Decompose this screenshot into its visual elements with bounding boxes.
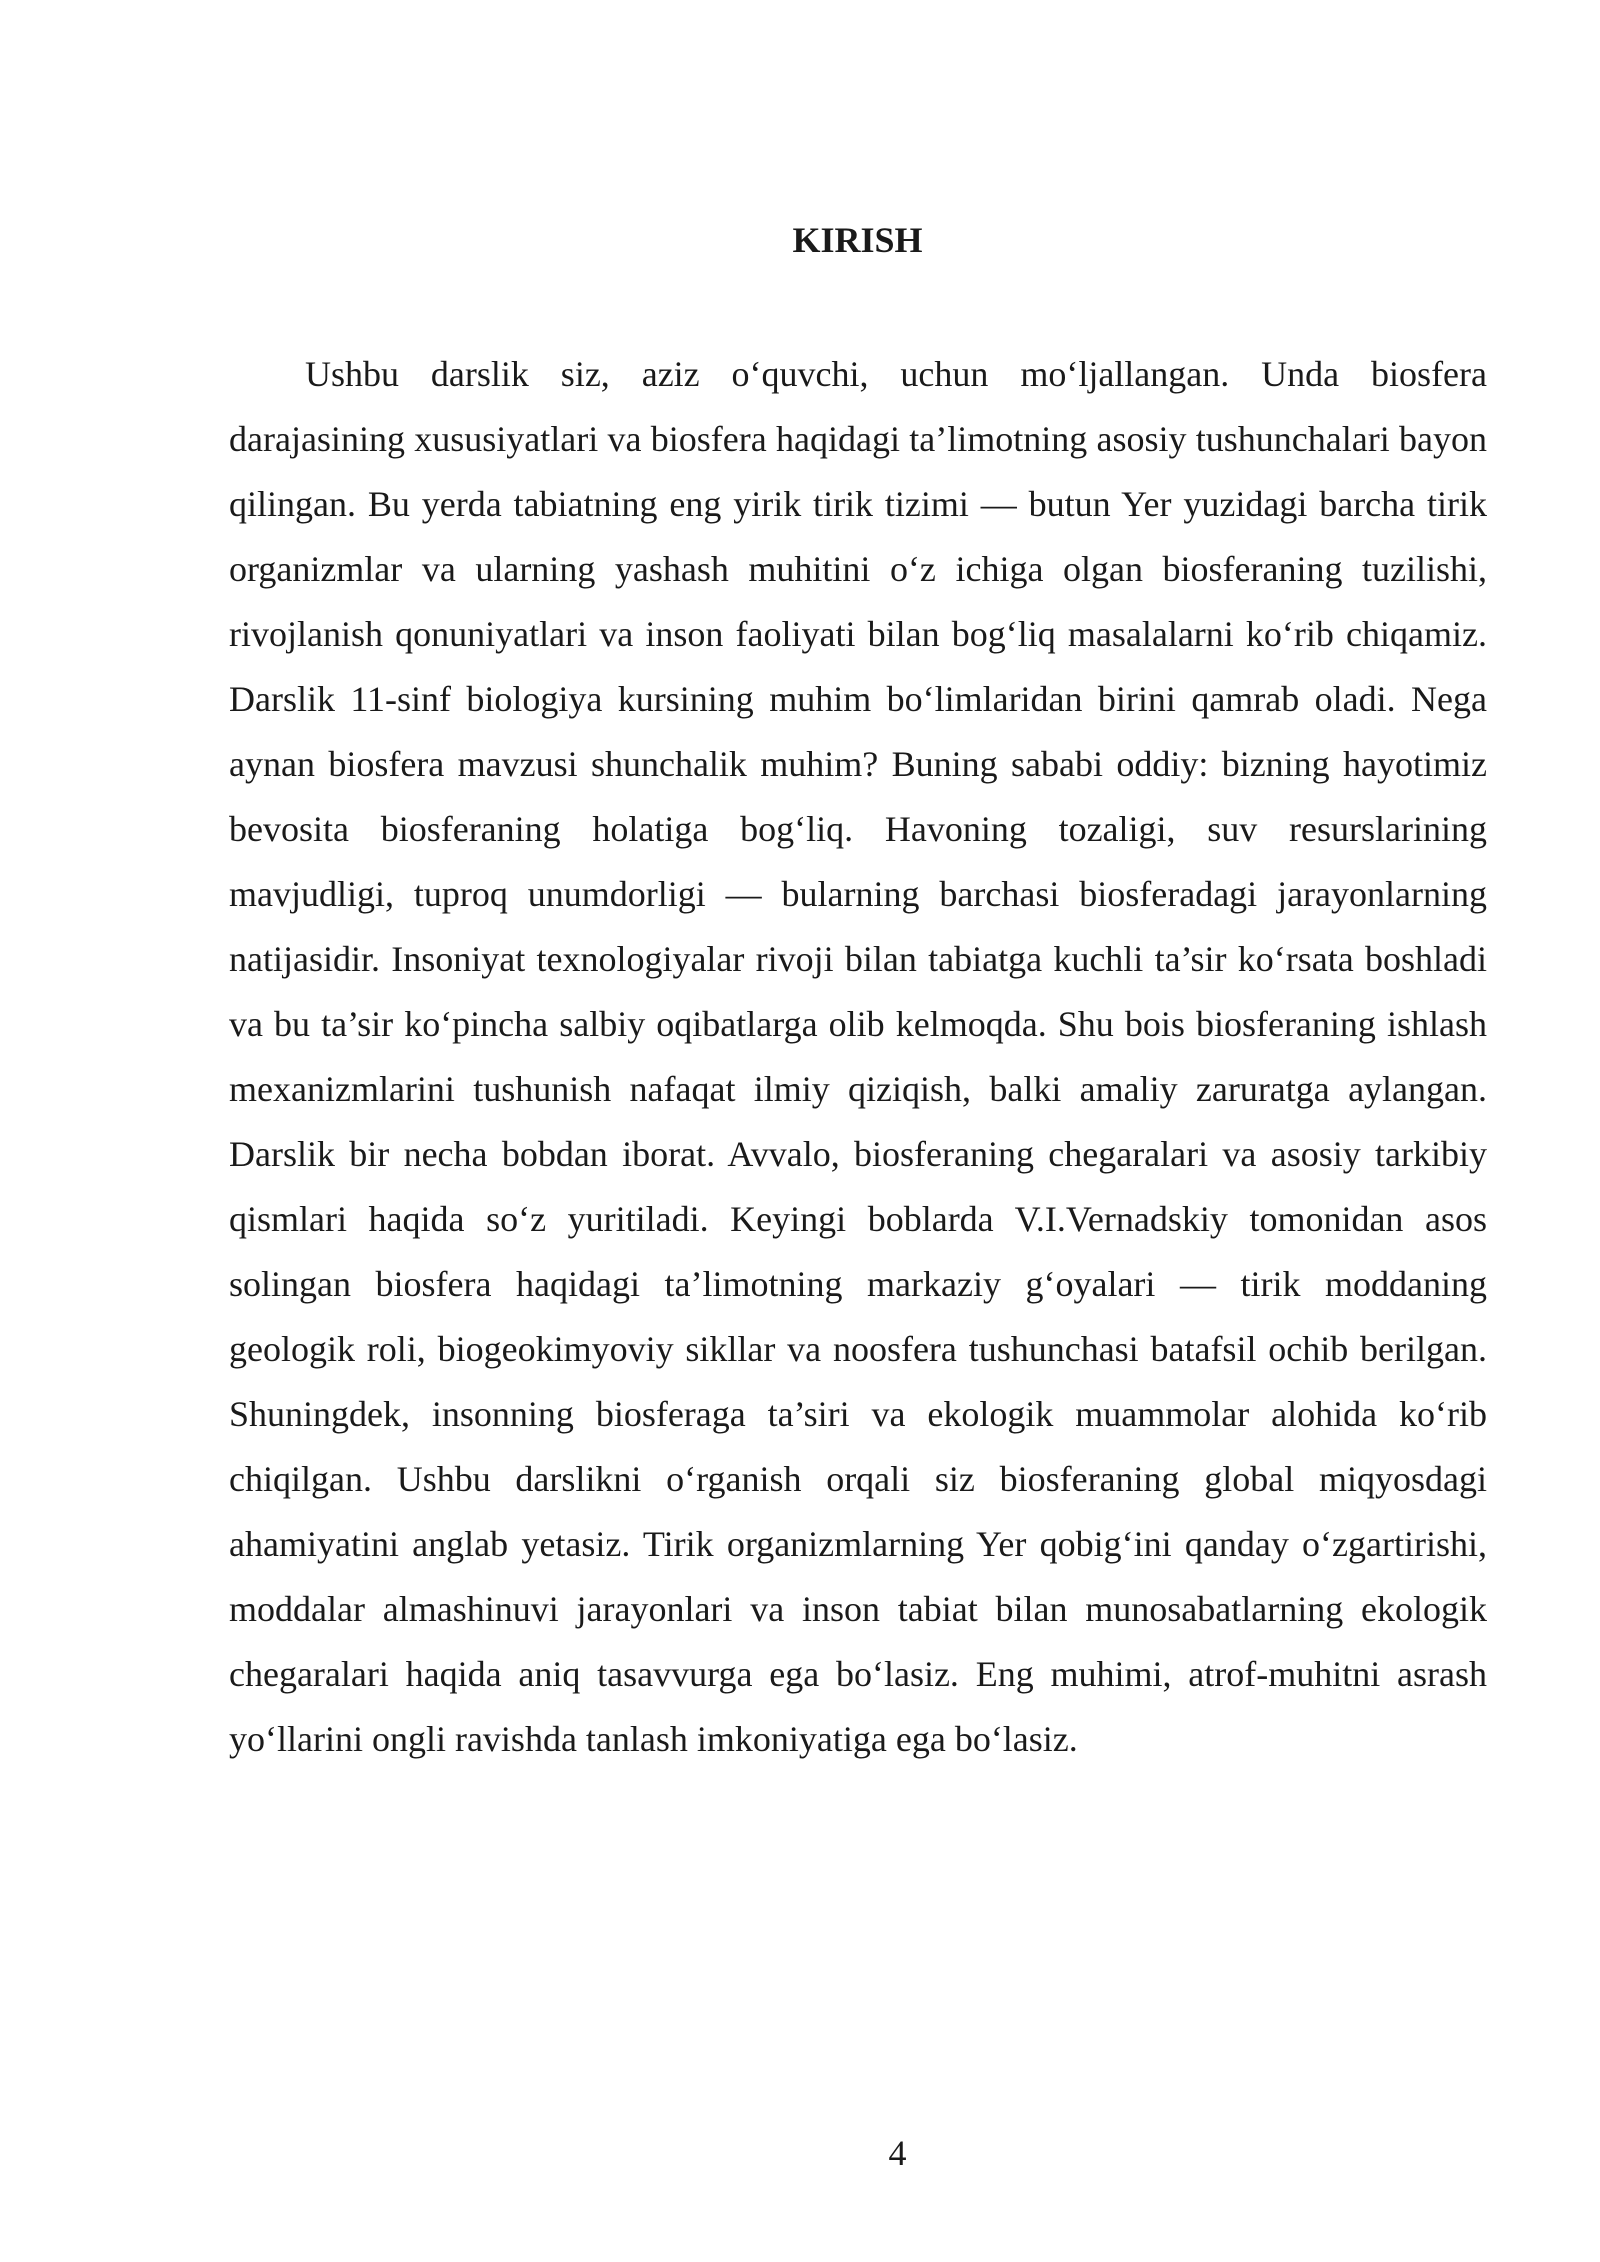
body-paragraph: Ushbu darslik siz, aziz o‘quvchi, uchun mo‘ljallangan. Unda biosfera darajasining xususiyatlari va biosfera haqidagi ta’limotning asosiy tushunchalari bayon qilingan. Bu yerda tabiatning eng yirik tirik tizimi — butun Yer yuzidagi barcha tirik organizmlar va ularning yashash muhitini o‘z ichiga olgan biosferaning tuzilishi, rivojlanish qonuniyatlari va inson faoliyati bilan bog‘liq masalalarni ko‘rib chiqamiz. Darslik 11-sinf biologiya kursining muhim bo‘limlaridan birini qamrab oladi. Nega aynan biosfera mavzusi shunchalik muhim? Buning sababi oddiy: bizning hayotimiz bevosita biosferaning holatiga bog‘liq. Havoning tozaligi, suv resurslarining mavjudligi, tuproq unumdorligi — bularning barchasi biosferadagi jarayonlarning natijasidir. Insoniyat texnologiyalar rivoji bilan tabiatga kuchli ta’sir ko‘rsata boshladi va bu ta’sir ko‘pincha salbiy oqibatlarga olib kelmoqda. Shu bois biosferaning ishlash mexanizmlarini tushunish nafaqat ilmiy qiziqish, balki amaliy zaruratga aylangan. Darslik bir necha bobdan iborat. Avvalo, biosferaning chegaralari va asosiy tarkibiy qismlari haqida so‘z yuritiladi. Keyingi boblarda V.I.Vernadskiy tomonidan asos solingan biosfera haqidagi ta’limotning markaziy g‘oyalari — tirik moddaning geologik roli, biogeokimyoviy sikllar va noosfera tushunchasi batafsil ochib berilgan. Shuningdek, insonning biosferaga ta’siri va ekologik muammolar alohida ko‘rib chiqilgan. Ushbu darslikni o‘rganish orqali siz biosferaning global miqyosdagi ahamiyatini anglab yetasiz. Tirik organizmlarning Yer qobig‘ini qanday o‘zgartirishi, moddalar almashinuvi jarayonlari va inson tabiat bilan munosabatlarning ekologik chegaralari haqida aniq tasavvurga ega bo‘lasiz. Eng muhimi, atrof-muhitni asrash yo‘llarini ongli ravishda tanlash imkoniyatiga ega bo‘lasiz. (229, 354, 1487, 1759)
page-title: KIRISH (792, 220, 923, 260)
page-number: 4 (888, 2133, 907, 2173)
